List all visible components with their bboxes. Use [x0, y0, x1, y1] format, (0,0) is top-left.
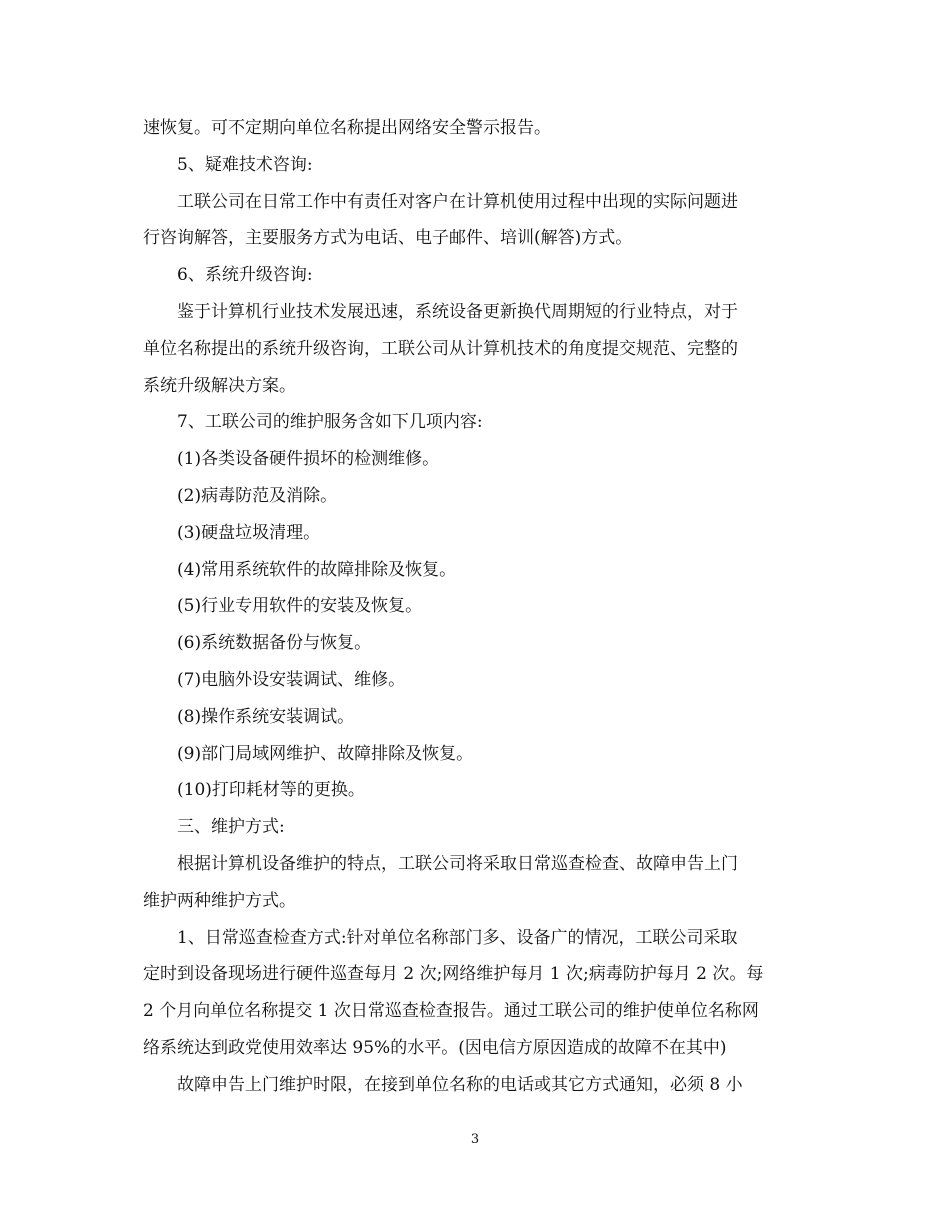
- text-line: 系统升级解决方案。: [143, 375, 296, 396]
- text-line: 根据计算机设备维护的特点，工联公司将采取日常巡查检查、故障申告上门: [177, 853, 738, 874]
- text-line: 定时到设备现场进行硬件巡查每月 2 次;网络维护每月 1 次;病毒防护每月 2 次。每: [143, 964, 764, 985]
- text-line: 6、系统升级咨询:: [177, 265, 313, 286]
- text-line: 鉴于计算机行业技术发展迅速，系统设备更新换代周期短的行业特点，对于: [177, 301, 738, 322]
- text-line: (1)各类设备硬件损坏的检测维修。: [177, 449, 440, 470]
- text-line: 单位名称提出的系统升级咨询，工联公司从计算机技术的角度提交规范、完整的: [143, 338, 738, 359]
- text-line: 速恢复。可不定期向单位名称提出网络安全警示报告。: [143, 118, 551, 138]
- text-line: (3)硬盘垃圾清理。: [177, 522, 321, 543]
- text-line: 2 个月向单位名称提交 1 次日常巡查检查报告。通过工联公司的维护使单位名称网: [143, 1001, 759, 1022]
- text-line: 维护两种维护方式。: [143, 890, 296, 911]
- text-line: (10)打印耗材等的更换。: [177, 780, 365, 801]
- page-number: 3: [470, 1132, 480, 1147]
- text-line: (9)部门局域网维护、故障排除及恢复。: [177, 743, 474, 764]
- text-line: (8)操作系统安装调试。: [177, 706, 355, 727]
- text-line: (7)电脑外设安装调试、维修。: [177, 669, 406, 690]
- text-line: (6)系统数据备份与恢复。: [177, 633, 372, 654]
- text-line: 7、工联公司的维护服务含如下几项内容:: [177, 412, 483, 433]
- text-line: (5)行业专用软件的安装及恢复。: [177, 596, 423, 617]
- document-body: [143, 110, 811, 1104]
- text-line: 工联公司在日常工作中有责任对客户在计算机使用过程中出现的实际问题进: [177, 191, 738, 212]
- text-line: (2)病毒防范及消除。: [177, 485, 338, 506]
- text-line: (4)常用系统软件的故障排除及恢复。: [177, 559, 457, 580]
- text-line: 故障申告上门维护时限，在接到单位名称的电话或其它方式通知，必须 8 小: [177, 1074, 743, 1095]
- text-line: 1、日常巡查检查方式:针对单位名称部门多、设备广的情况，工联公司采取: [177, 927, 738, 948]
- text-line: 络系统达到政党使用效率达 95%的水平。(因电信方原因造成的故障不在其中): [143, 1037, 727, 1058]
- text-line: 三、维护方式:: [177, 817, 285, 838]
- text-line: 5、疑难技术咨询:: [177, 154, 313, 175]
- text-line: 行咨询解答，主要服务方式为电话、电子邮件、培训(解答)方式。: [143, 228, 633, 249]
